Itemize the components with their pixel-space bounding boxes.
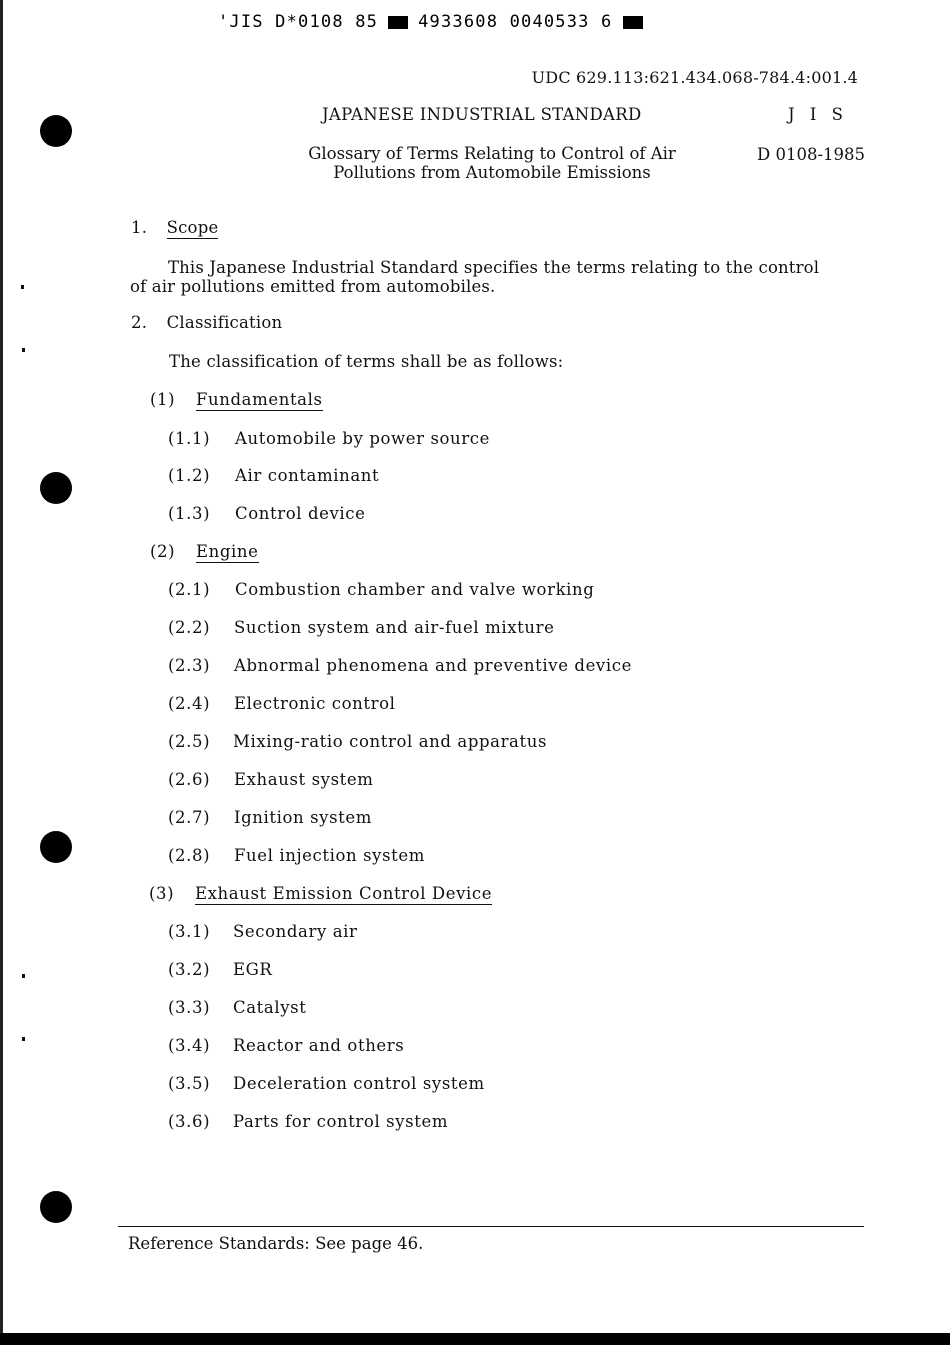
reference-standards-note: Reference Standards: See page 46. — [128, 1234, 424, 1253]
udc-number: UDC 629.113:621.434.068-784.4:001.4 — [531, 68, 858, 87]
section-heading-scope — [131, 218, 218, 237]
group-heading — [149, 884, 492, 905]
group-number: (2) — [150, 542, 176, 561]
item-label: Reactor and others — [233, 1036, 405, 1055]
section-number: 2. — [131, 313, 148, 332]
list-item — [168, 694, 396, 713]
classification-intro: The classification of terms shall be as follows: — [169, 352, 564, 371]
list-item — [168, 960, 272, 979]
list-item — [168, 846, 425, 865]
jis-label: J I S — [788, 105, 848, 124]
scan-speck — [22, 1037, 25, 1041]
item-number: (1.3) — [168, 504, 211, 523]
item-label: Mixing-ratio control and apparatus — [233, 732, 548, 751]
item-number: (2.3) — [168, 656, 211, 675]
group-title: Engine — [196, 542, 259, 561]
code-suffix: 4933608 0040533 6 — [418, 12, 613, 32]
list-item — [168, 656, 632, 675]
item-label: Deceleration control system — [233, 1074, 485, 1093]
item-label: Catalyst — [233, 998, 307, 1017]
document-title-line-2: Pollutions from Automobile Emissions — [333, 163, 651, 182]
group-title: Exhaust Emission Control Device — [195, 884, 493, 903]
group-title: Fundamentals — [196, 390, 323, 409]
item-label: Ignition system — [234, 808, 372, 827]
item-label: Exhaust system — [234, 770, 374, 789]
group-number: (1) — [150, 390, 176, 409]
black-block-icon — [623, 16, 643, 29]
item-label: Fuel injection system — [234, 846, 425, 865]
list-item — [168, 998, 306, 1017]
document-number: D 0108-1985 — [757, 145, 866, 164]
section-heading-classification — [131, 313, 282, 332]
punch-hole-icon — [40, 472, 72, 504]
list-item — [168, 922, 358, 941]
punch-hole-icon — [40, 831, 72, 863]
item-label: Parts for control system — [233, 1112, 449, 1131]
item-number: (3.3) — [168, 998, 211, 1017]
scan-bottom-band — [0, 1333, 950, 1345]
punch-hole-icon — [40, 115, 72, 147]
code-prefix: 'JIS D*0108 85 — [218, 12, 379, 32]
item-label: Combustion chamber and valve working — [235, 580, 595, 599]
item-label: Suction system and air-fuel mixture — [234, 618, 555, 637]
group-heading — [150, 390, 323, 411]
item-number: (2.1) — [168, 580, 211, 599]
list-item — [168, 504, 366, 523]
list-item — [168, 466, 379, 485]
scan-speck — [22, 348, 25, 352]
item-number: (1.2) — [168, 466, 211, 485]
list-item — [168, 1074, 485, 1093]
black-block-icon — [388, 16, 408, 29]
item-number: (2.6) — [168, 770, 211, 789]
item-number: (2.5) — [168, 732, 211, 751]
item-number: (2.7) — [168, 808, 211, 827]
list-item — [168, 1036, 404, 1055]
item-number: (2.2) — [168, 618, 211, 637]
list-item — [168, 770, 373, 789]
section-title: Classification — [166, 313, 283, 332]
scan-speck — [22, 974, 25, 978]
list-item — [168, 618, 554, 637]
list-item — [168, 808, 372, 827]
item-label: Air contaminant — [235, 466, 380, 485]
document-barcode-line — [218, 12, 643, 32]
item-number: (1.1) — [168, 429, 211, 448]
group-heading — [150, 542, 259, 563]
section-number: 1. — [131, 218, 148, 237]
item-label: Control device — [235, 504, 366, 523]
item-label: EGR — [233, 960, 273, 979]
scan-speck — [21, 285, 24, 289]
item-number: (3.1) — [168, 922, 211, 941]
document-title-line-1: Glossary of Terms Relating to Control of Air — [308, 144, 676, 163]
item-number: (3.5) — [168, 1074, 211, 1093]
item-number: (2.8) — [168, 846, 211, 865]
item-label: Electronic control — [234, 694, 396, 713]
list-item — [168, 1112, 448, 1131]
item-label: Abnormal phenomena and preventive device — [234, 656, 632, 675]
standard-title: JAPANESE INDUSTRIAL STANDARD — [322, 105, 642, 124]
document-title — [270, 144, 714, 182]
punch-hole-icon — [40, 1191, 72, 1223]
group-number: (3) — [149, 884, 175, 903]
footer-divider — [118, 1226, 864, 1227]
list-item — [168, 580, 594, 599]
item-label: Automobile by power source — [235, 429, 490, 448]
scope-paragraph: This Japanese Industrial Standard specifies the terms relating to the control of air pollutions emitted from automobiles. — [130, 258, 820, 296]
item-number: (3.2) — [168, 960, 211, 979]
list-item — [168, 429, 490, 448]
item-number: (3.6) — [168, 1112, 211, 1131]
list-item — [168, 732, 547, 751]
item-number: (2.4) — [168, 694, 211, 713]
item-label: Secondary air — [233, 922, 358, 941]
scan-left-edge — [0, 0, 3, 1334]
section-title: Scope — [166, 218, 219, 237]
item-number: (3.4) — [168, 1036, 211, 1055]
